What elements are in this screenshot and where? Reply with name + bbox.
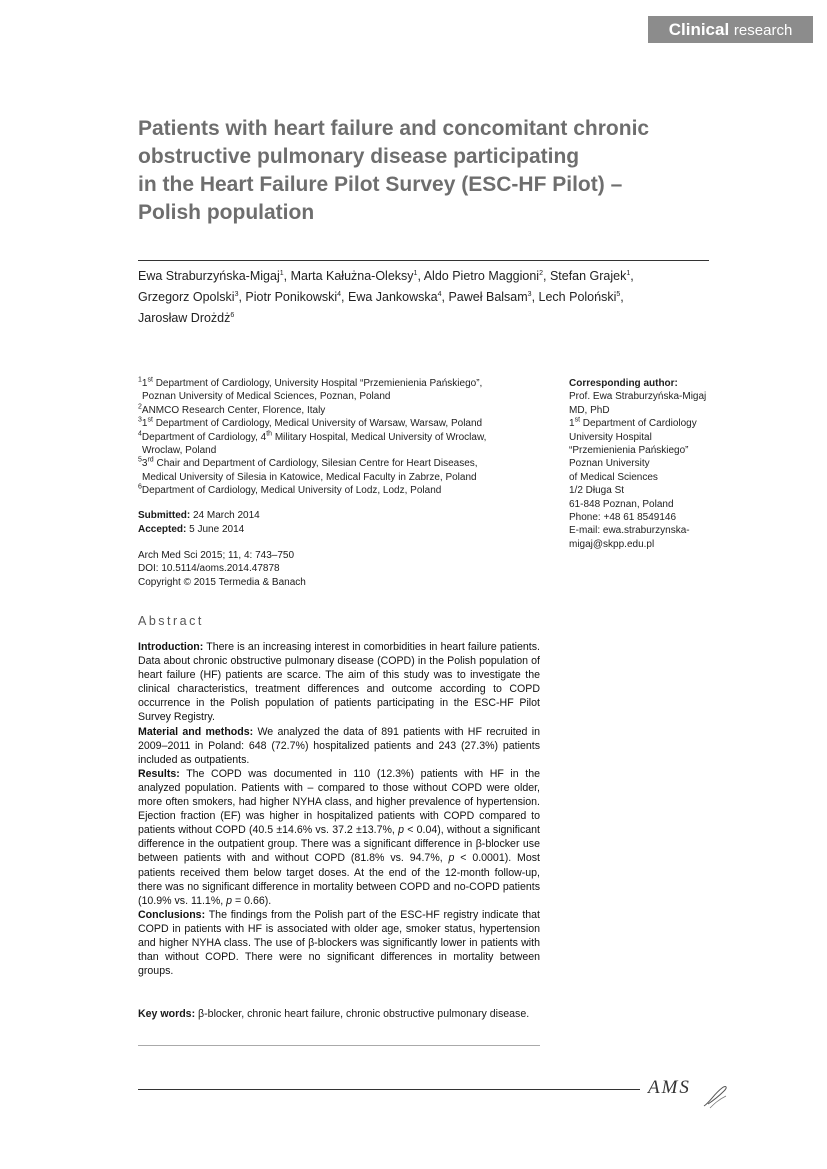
- affiliation-1-cont: Poznan University of Medical Sciences, Poznan, Poland: [142, 391, 391, 403]
- affiliation-1: $^1$1st Department of Cardiology, University Hospital “Przemienienia Pańskiego”,: [138, 376, 483, 389]
- article-dates: [138, 509, 538, 537]
- abstract-conclusions: Conclusions: The findings from the Polish part of the ESC-HF registry indicate that COPD in patients with HF is associated with older age, smoker status, hypertension and higher NYHA class. The use of β-blockers was significantly lower in patients with than without COPD. There were no significant differences in mortality between groups.: [138, 908, 540, 978]
- journal-reference: Arch Med Sci 2015; 11, 4: 743–750: [138, 550, 295, 561]
- title-line: obstructive pulmonary disease participating: [138, 145, 580, 168]
- author-list: Ewa Straburzyńska-Migaj$^1$, Marta Kałużna-Oleksy$^1$, Aldo Pietro Maggioni$^2$, Stefan Grajek$^1$, Grzegorz Opolski$^3$, Piotr Ponikowski$^4$, Ewa Jankowska$^4$, Paweł Balsam$^3$, Lech Poloński$^5$, Jarosław Drożdż$^6$: [138, 269, 634, 325]
- author: Paweł Balsam$^3$: [448, 290, 532, 304]
- affiliation-3: $^3$1st Department of Cardiology, Medical University of Warsaw, Warsaw, Poland: [138, 416, 483, 430]
- corresponding-author: [569, 377, 719, 551]
- article-title: [138, 115, 698, 227]
- abstract-results: Results: The COPD was documented in 110 (12.3%) patients with HF in the analyzed population. Patients with – compared to those without COPD were older, more often smokers, had higher NYHA class, and higher prevalence of hypertension. Ejection fraction (EF) was higher in hospitalized patients with COPD compared to patients without COPD (40.5 ±14.6% vs. 37.2 ±13.7%, p < 0.04), without a significant difference in the outpatient group. There was a significant difference in β-blocker use between patients with and without COPD (81.8% vs. 94.7%, p < 0.0001). Most patients received them below target doses. At the end of the 12-month follow-up, there was no significant difference in mortality between COPD and no-COPD patients (10.9% vs. 11.1%, p = 0.66).: [138, 767, 541, 907]
- copyright: Copyright © 2015 Termedia & Banach: [138, 576, 306, 588]
- affiliation-5: $^5$3rd Chair and Department of Cardiology, Silesian Centre for Heart Diseases,: [138, 457, 478, 470]
- corr-email: E-mail: ewa.straburzynska-: [569, 525, 690, 537]
- keywords: Key words: β-blocker, chronic heart failure, chronic obstructive pulmonary disease.: [138, 1008, 530, 1020]
- title-line: Polish population: [138, 201, 315, 224]
- author: Lech Poloński$^5$: [538, 290, 621, 304]
- affiliation-2: $^2$ANMCO Research Center, Florence, Italy: [138, 403, 326, 416]
- affiliation-4: $^4$Department of Cardiology, 4th Military Hospital, Medical University of Wroclaw,: [138, 430, 487, 443]
- author: Piotr Ponikowski$^4$: [245, 290, 342, 304]
- corresponding-heading: Corresponding author:: [569, 378, 678, 389]
- footer-divider: [138, 1089, 640, 1090]
- corr-line: of Medical Sciences: [569, 471, 658, 483]
- corr-line: Poznan University: [569, 458, 650, 470]
- badge-bold: Clinical: [668, 20, 730, 39]
- corr-dept: 1st Department of Cardiology: [569, 416, 697, 430]
- author: Jarosław Drożdż$^6$: [138, 311, 235, 325]
- affiliation-6: $^6$Department of Cardiology, Medical University of Lodz, Lodz, Poland: [138, 483, 442, 497]
- abstract-introduction: Introduction: There is an increasing interest in comorbidities in heart failure patients. Data about chronic obstructive pulmonary disease (COPD) in the Polish population of heart failure (HF) patients are scarce. The aim of this study was to investigate the clinical characteristics, treatment differences and outcome according to COPD occurrence in the Polish population of patients participating in the ESC-HF Pilot Survey Registry.: [138, 641, 540, 724]
- author: Ewa Jankowska$^4$: [347, 290, 442, 304]
- author: Marta Kałużna-Oleksy$^1$: [290, 269, 418, 283]
- author: Ewa Straburzyńska-Migaj$^1$: [138, 269, 284, 283]
- title-line: in the Heart Failure Pilot Survey (ESC-HF Pilot) –: [138, 173, 623, 196]
- accepted-date: Accepted: 5 June 2014: [138, 524, 245, 535]
- journal-logo: AMS: [648, 1077, 691, 1098]
- corr-line: Prof. Ewa Straburzyńska-Migaj: [569, 391, 707, 403]
- corr-line: “Przemienienia Pańskiego”: [569, 445, 689, 457]
- doi: DOI: 10.5114/aoms.2014.47878: [138, 563, 280, 575]
- abstract-methods: Material and methods: We analyzed the data of 891 patients with HF recruited in 2009–2011 in Poland: 648 (72.7%) hospitalized patients and 243 (27.3%) patients included as outpatients.: [138, 725, 540, 766]
- logo-swirl-icon: [700, 1082, 730, 1110]
- keywords-divider: [138, 1045, 540, 1046]
- title-line: Patients with heart failure and concomitant chronic: [138, 117, 650, 140]
- affiliations: [138, 377, 538, 498]
- author: Grzegorz Opolski$^3$: [138, 290, 239, 304]
- corr-email-cont: migaj@skpp.edu.pl: [569, 538, 655, 550]
- author: Aldo Pietro Maggioni$^2$: [423, 269, 543, 283]
- author: Stefan Grajek$^1$: [549, 269, 631, 283]
- corr-line: 1/2 Długa St: [569, 485, 625, 497]
- corr-phone: Phone: +48 61 8549146: [569, 512, 677, 524]
- submitted-date: Submitted: 24 March 2014: [138, 510, 260, 521]
- section-badge: [648, 16, 813, 43]
- corr-line: MD, PhD: [569, 404, 610, 416]
- corr-line: University Hospital: [569, 431, 652, 443]
- abstract-heading: Abstract: [138, 614, 204, 628]
- abstract-body: [138, 640, 540, 978]
- affiliation-5-cont: Medical University of Silesia in Katowice, Medical Faculty in Zabrze, Poland: [142, 471, 477, 483]
- corr-line: 61-848 Poznan, Poland: [569, 498, 674, 510]
- affiliation-4-cont: Wroclaw, Poland: [142, 445, 217, 457]
- badge-light: research: [733, 22, 793, 39]
- citation-block: [138, 549, 538, 589]
- title-divider: [138, 260, 709, 261]
